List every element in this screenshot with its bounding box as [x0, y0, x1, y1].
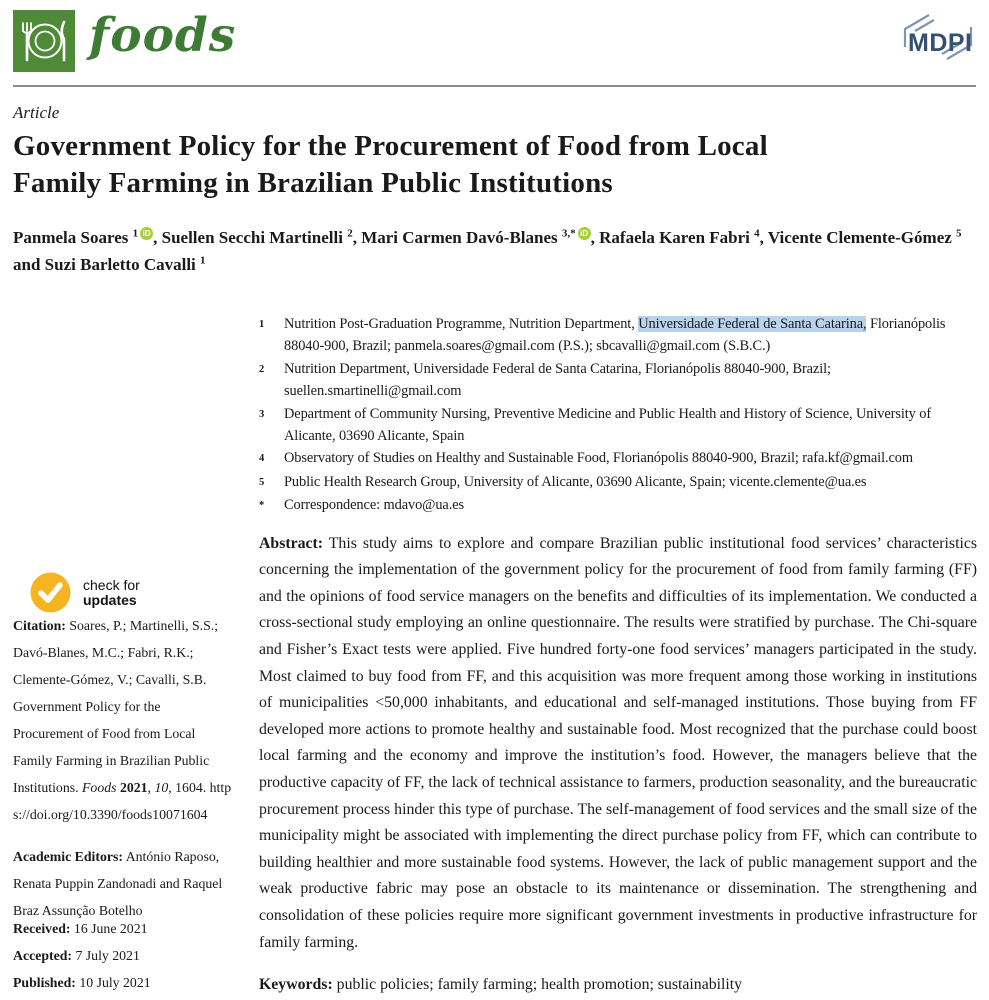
author-affiliation-sup: 1: [200, 254, 206, 267]
published-date: [13, 969, 232, 996]
received-date: [13, 915, 232, 942]
author-name: Rafaela Karen Fabri: [599, 228, 755, 247]
author-name: Vicente Clemente-Gómez: [767, 228, 957, 247]
author-separator: ,: [352, 228, 362, 247]
citation-text-part: 2021: [119, 780, 148, 795]
citation-block: [13, 612, 232, 828]
citation-text-part: 10: [154, 780, 169, 795]
affiliation-text-part: Florianópolis 88040-900, Brazil;: [284, 316, 946, 355]
check-for-label: check for: [83, 576, 140, 593]
email-link[interactable]: mdavo@ua.es: [383, 497, 464, 514]
orcid-icon[interactable]: iD: [578, 227, 591, 240]
citation-text-part: , 1604.: [168, 780, 210, 795]
affiliation-text-part: Department of Community Nursing, Preventive Medicine and Public Health and History of Science, University of Alicante, 03690 Alicante, Spain: [284, 405, 932, 445]
affiliation-text: [284, 447, 977, 470]
keywords-label: Keywords:: [259, 976, 333, 994]
email-link[interactable]: panmela.soares@gmail.com: [394, 338, 555, 355]
keywords: [259, 976, 977, 994]
author-affiliation-sup: 5: [956, 227, 962, 240]
author-affiliation-sup: 4: [754, 227, 760, 240]
affiliation-number: 3: [259, 408, 265, 420]
journal-name: foods: [89, 8, 237, 63]
check-for-updates-badge[interactable]: [30, 572, 140, 613]
check-for-updates-label: [83, 578, 140, 608]
article-type-label: Article: [13, 103, 60, 122]
affiliation-row: [259, 494, 977, 517]
affiliation-text: [284, 403, 977, 448]
affiliation-text: [284, 471, 977, 494]
doi-link[interactable]: https://doi.org/10.3390/foods10071604: [13, 780, 232, 822]
affiliation-text: [284, 494, 977, 517]
affiliation-text-part: Observatory of Studies on Healthy and Sustainable Food, Florianópolis 88040-900, Brazil;: [284, 450, 803, 467]
main-content: [259, 313, 977, 994]
academic-editors-label: Academic Editors:: [13, 849, 123, 864]
author-name: Suzi Barletto Cavalli: [44, 255, 201, 274]
selection-highlight: Universidade Federal de Santa Catarina,: [638, 316, 867, 332]
header-divider: [13, 85, 976, 87]
title-line-2: Family Farming in Brazilian Public Institutions: [13, 167, 613, 199]
affiliation-text-part: Public Health Research Group, University of Alicante, 03690 Alicante, Spain;: [284, 473, 730, 490]
affiliation-text-part: (P.S.);: [554, 338, 597, 355]
author-name: Suellen Secchi Martinelli: [161, 228, 348, 247]
author-separator: and: [13, 255, 45, 274]
email-link[interactable]: rafa.kf@gmail.com: [802, 450, 913, 467]
published-value: 10 July 2021: [79, 975, 151, 990]
affiliation-number: 1: [259, 319, 265, 330]
affiliation-text: [284, 358, 977, 403]
mdpi-logo-text: MDPI: [908, 29, 973, 57]
email-link[interactable]: vicente.clemente@ua.es: [729, 473, 867, 490]
affiliation-text-part: Nutrition Post-Graduation Programme, Nutrition Department,: [284, 316, 639, 332]
abstract: [259, 531, 977, 957]
fork-plate-knife-icon: [13, 10, 75, 72]
accepted-label: Accepted:: [13, 948, 72, 963]
academic-editors-names: António Raposo, Renata Puppin Zandonadi and Raquel Braz Assunção Botelho: [13, 849, 223, 918]
author-name: Panmela Soares: [13, 228, 133, 247]
dates-block: [13, 915, 232, 996]
citation-label: Citation:: [13, 618, 70, 633]
author-separator: ,: [153, 228, 162, 247]
email-link[interactable]: suellen.smartinelli@gmail.com: [284, 383, 462, 400]
abstract-label: Abstract:: [259, 534, 324, 552]
abstract-text: This study aims to explore and compare Brazilian public institutional food services’ characteristics concerning the implementation of the government policy for the procurement of food from family farming (FF) and the opinions of food service managers on the benefits and difficulties of its implementation. We conducted a cross-sectional study employing an online questionnaire. The results were stratified by purchase. The Chi-square and Fisher’s Exact tests were applied. Five hundred forty-one food services’ managers participated in the study. Most claimed to buy food from FF, and this acquisition was more frequent among those working in institutions of municipalities <50,000 inhabitants, and educational and self-managed institutions. Those buying from FF developed more actions to promote healthy and sustainable food. Most recognized that the purchase could boost local farming and the economy and improve the institution’s food. However, the managers believe that the productive capacity of FF, the lack of technical assistance to farmers, production seasonality, and the bureaucratic procurement process hinder this type of purchase. The self-management of food services and the small size of the municipality might be associated with implementing the direct purchase policy from FF, which can contribute to building healthier and more sustainable food systems. However, the lack of public management support and the weak productive fabric may pose an obstacle to its maintenance or dissemination. The strengthening and consolidation of these policies require more significant government investments in productive infrastructure for family farming.: [259, 534, 978, 951]
affiliation-text: [284, 313, 977, 358]
author-affiliation-sup: 1: [132, 227, 139, 240]
accepted-value: 7 July 2021: [75, 948, 140, 963]
citation-text-part: Soares, P.; Martinelli, S.S.; Davó-Blanes, M.C.; Fabri, R.K.; Clemente-Gómez, V.; Cavalli, S.B. Government Policy for the Procurement of Food from Local Family Farming in Brazilian Public Institutions.: [13, 618, 219, 795]
received-label: Received:: [13, 921, 71, 936]
orcid-icon[interactable]: iD: [140, 227, 153, 240]
affiliation-row: [259, 403, 977, 448]
author-affiliation-sup: 2: [347, 227, 353, 240]
affiliation-row: [259, 471, 977, 494]
author-separator: ,: [759, 228, 768, 247]
affiliation-number: 4: [259, 453, 265, 465]
academic-editors-block: [13, 843, 232, 924]
affiliation-row: [259, 447, 977, 470]
keywords-text: public policies; family farming; health promotion; sustainability: [336, 976, 743, 994]
foods-logo-icon[interactable]: [13, 10, 75, 72]
affiliation-number: 5: [259, 476, 265, 488]
published-label: Published:: [13, 975, 76, 990]
citation-text-part: Foods: [82, 780, 120, 795]
affiliation-text-part: Correspondence:: [284, 497, 384, 514]
affiliation-text-part: Nutrition Department, Universidade Federal de Santa Catarina, Florianópolis 88040-900, Brazil;: [284, 360, 831, 377]
check-icon: [30, 572, 71, 613]
author-list: [13, 224, 968, 278]
affiliation-number: *: [259, 500, 265, 512]
author-name: Mari Carmen Davó-Blanes: [361, 228, 562, 247]
email-link[interactable]: sbcavalli@gmail.com: [596, 338, 720, 355]
affiliation-text-part: (S.B.C.): [719, 338, 771, 355]
affiliation-row: [259, 313, 977, 358]
title-line-1: Government Policy for the Procurement of Food from Local: [13, 130, 768, 162]
received-value: 16 June 2021: [73, 921, 148, 936]
updates-label: updates: [83, 591, 137, 608]
author-separator: ,: [590, 228, 600, 247]
page-title: [13, 128, 963, 202]
affiliation-row: [259, 358, 977, 403]
affiliation-number: 2: [259, 363, 265, 375]
author-affiliation-sup: 3,*: [561, 227, 576, 240]
citation-text-part: ,: [147, 780, 155, 795]
mdpi-logo[interactable]: [898, 10, 978, 69]
affiliation-list: [259, 313, 977, 518]
accepted-date: [13, 942, 232, 969]
